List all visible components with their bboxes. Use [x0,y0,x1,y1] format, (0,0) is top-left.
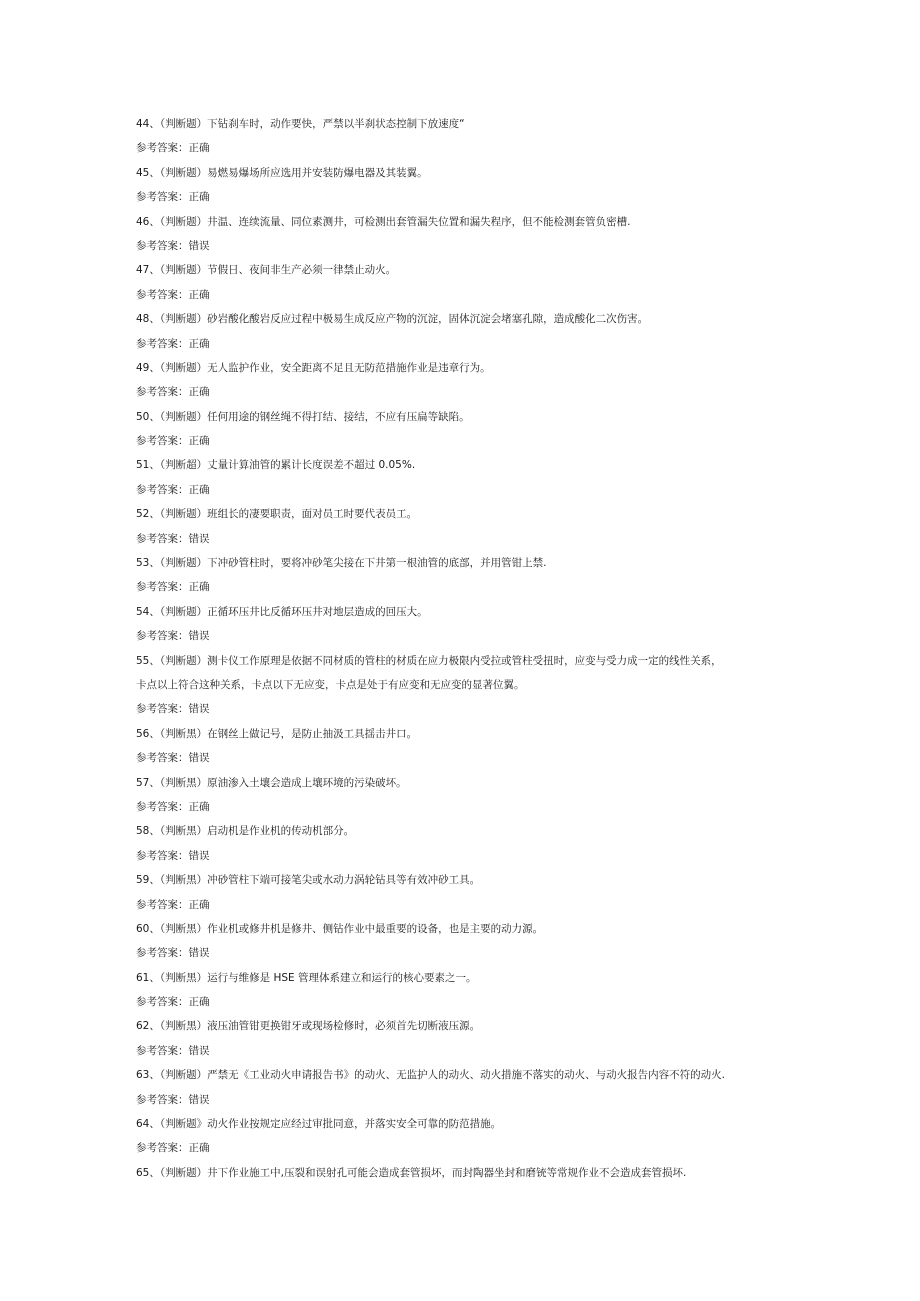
question-text [136,307,796,331]
question-number: 63、 [136,1069,160,1082]
question-body: （判断题）下冲砂管柱时，要将冲砂笔尖接在下井第一根油管的底部，并用管钳上禁. [159,557,547,570]
answer-label: 参考答案： [136,849,189,862]
question-body: （判断题）井温、连续流量、同位素测井，可检测出套管漏失位置和漏失程序，但不能检测套管负密槽. [159,215,631,228]
answer-value: 正确 [188,581,210,594]
question-body: （判断题）测卡仪工作原理是依据不同材质的管柱的材质在应力极限内受拉或管柱受扭时，应变与受力成一定的线性关系， [159,654,722,667]
question-body: （判断题）井下作业施工中,压裂和误射孔可能会造成套管损坏，而封陶器坐封和磨铳等常规作业不会造成套管损坏. [159,1166,687,1179]
question-body: （判断题）下钻刹车时，动作要快，严禁以半刹状态控制下放速度“ [159,118,465,130]
answer-line [136,941,796,965]
answer-label: 参考答案： [136,191,189,204]
answer-value: 错误 [188,1093,210,1106]
question-text [136,1014,796,1038]
answer-label: 参考答案： [136,1044,189,1057]
answer-value: 错误 [188,849,210,862]
question-number: 64、 [136,1118,160,1131]
question-text [136,502,796,526]
answer-line [136,429,796,453]
answer-value: 正确 [188,1142,210,1155]
answer-label: 参考答案： [136,239,189,252]
answer-line [136,1088,796,1112]
answer-label: 参考答案： [136,435,189,448]
question-text [136,771,796,795]
question-body: （判断题）节假日、夜间非生产必须一律禁止动火。 [159,264,397,277]
answer-value: 错误 [188,947,210,960]
question-text [136,917,796,941]
answer-line [136,844,796,868]
question-body: （判断题）砂岩酸化酸岩反应过程中极易生成反应产物的沉淀，固体沉淀会堵塞孔隙，造成酸化二次伤害。 [159,313,649,326]
answer-label: 参考答案： [136,996,189,1009]
question-body: （判断黑）运行与维修是 HSE 管理体系建立和运行的核心要素之一。 [159,971,477,984]
question-text [136,600,796,624]
answer-label: 参考答案： [136,630,189,643]
question-number: 57、 [136,776,160,789]
answer-label: 参考答案： [136,703,189,716]
answer-line [136,478,796,502]
question-number: 45、 [136,166,160,179]
answer-label: 参考答案： [136,386,189,399]
answer-value: 正确 [188,142,210,155]
answer-value: 错误 [188,752,210,765]
answer-label: 参考答案： [136,483,189,496]
question-text [136,405,796,429]
question-body: （判断题）班组长的凄要职责，面对员工时要代表员工。 [159,508,418,521]
question-number: 53、 [136,557,160,570]
question-text [136,1112,796,1136]
question-text-continuation [136,673,796,697]
question-text [136,722,796,746]
question-number: 62、 [136,1020,160,1033]
answer-line [136,380,796,404]
answer-line [136,1136,796,1160]
answer-label: 参考答案： [136,752,189,765]
question-text [136,258,796,282]
question-text [136,210,796,234]
answer-line [136,527,796,551]
answer-value: 正确 [188,898,210,911]
question-body: （判断黑）原油渗入土壤会造成上壤环境的污染破坏。 [159,776,407,789]
answer-value: 正确 [188,483,210,496]
question-number: 47、 [136,264,160,277]
answer-value: 正确 [188,191,210,204]
answer-value: 错误 [188,532,210,545]
question-body: （判断题）易燃易爆场所应选用并安装防爆电器及其装翼。 [159,166,428,179]
answer-label: 参考答案： [136,288,189,301]
question-number: 56、 [136,727,160,740]
answer-label: 参考答案： [136,800,189,813]
answer-value: 正确 [188,288,210,301]
answer-line [136,990,796,1014]
question-number: 50、 [136,410,160,423]
answer-line [136,893,796,917]
question-text [136,1063,796,1087]
question-body: （判断超）丈量计算油管的累计长度误差不超过 0.05%. [159,459,416,472]
answer-value: 正确 [188,800,210,813]
question-number: 61、 [136,971,160,984]
question-number: 48、 [136,313,160,326]
question-text [136,453,796,477]
answer-line [136,234,796,258]
question-body: （判断题）正循环压井比反循环压井对地层造成的回压大。 [159,605,428,618]
question-number: 60、 [136,922,160,935]
question-number: 59、 [136,874,160,887]
answer-value: 错误 [188,1044,210,1057]
answer-label: 参考答案： [136,1093,189,1106]
question-text [136,966,796,990]
answer-line [136,1039,796,1063]
question-text [136,868,796,892]
answer-label: 参考答案： [136,532,189,545]
question-number: 65、 [136,1166,160,1179]
answer-label: 参考答案： [136,337,189,350]
answer-line [136,795,796,819]
question-body: （判断黑）在钢丝上做记号，是防止抽汲工具揺击井口。 [159,727,418,740]
question-text [136,1161,796,1185]
question-text [136,161,796,185]
answer-label: 参考答案： [136,898,189,911]
question-body: （判断黑）冲砂管柱下端可接笔尖或水动力涡轮钻具等有效冲砂工具。 [159,874,481,887]
question-text [136,112,796,136]
answer-label: 参考答案： [136,947,189,960]
question-body: 卡点以上符合这种关系，卡点以下无应变，卡点是处于有应变和无应变的显著位翼。 [136,678,525,691]
question-number: 52、 [136,508,160,521]
answer-line [136,136,796,160]
answer-value: 错误 [188,239,210,252]
question-text [136,649,796,673]
answer-value: 正确 [188,386,210,399]
question-body: （判断题）严禁无《工业动火申请报告书》的动火、无监护人的动火、动火措施不落实的动火、与动火报告内容不符的动火. [159,1069,725,1082]
question-number: 58、 [136,825,160,838]
question-text [136,819,796,843]
answer-line [136,746,796,770]
question-text [136,356,796,380]
question-number: 44、 [136,118,160,130]
answer-line [136,283,796,307]
question-body: （判断黑）作业机或修井机是修井、侧钻作业中最重要的设备，也是主要的动力源。 [159,922,544,935]
answer-label: 参考答案： [136,1142,189,1155]
question-number: 55、 [136,654,160,667]
question-body: （判断题》动火作业按规定应经过审批同意，并落实安全可靠的防范措施。 [159,1118,502,1131]
answer-line [136,697,796,721]
question-list [136,112,796,1185]
question-text [136,551,796,575]
question-number: 51、 [136,459,160,472]
question-body: （判断黑）启动机是作业机的传动机部分。 [159,825,355,838]
answer-line [136,624,796,648]
answer-label: 参考答案： [136,581,189,594]
answer-value: 正确 [188,435,210,448]
answer-value: 正确 [188,337,210,350]
question-number: 49、 [136,361,160,374]
answer-line [136,575,796,599]
answer-value: 错误 [188,630,210,643]
question-body: （判断黑）液压油管钳更换钳牙或现场检修时，必须首先切断液压源。 [159,1020,481,1033]
question-number: 46、 [136,215,160,228]
answer-line [136,332,796,356]
question-number: 54、 [136,605,160,618]
answer-line [136,185,796,209]
answer-value: 正确 [188,996,210,1009]
question-body: （判断题）任何用途的钢丝绳不得打结、接结，不应有压扁等缺陷。 [159,410,470,423]
answer-label: 参考答案： [136,142,189,155]
answer-value: 错误 [188,703,210,716]
question-body: （判断题）无人监护作业，安全距离不足且无防范措施作业是违章行为。 [159,361,491,374]
